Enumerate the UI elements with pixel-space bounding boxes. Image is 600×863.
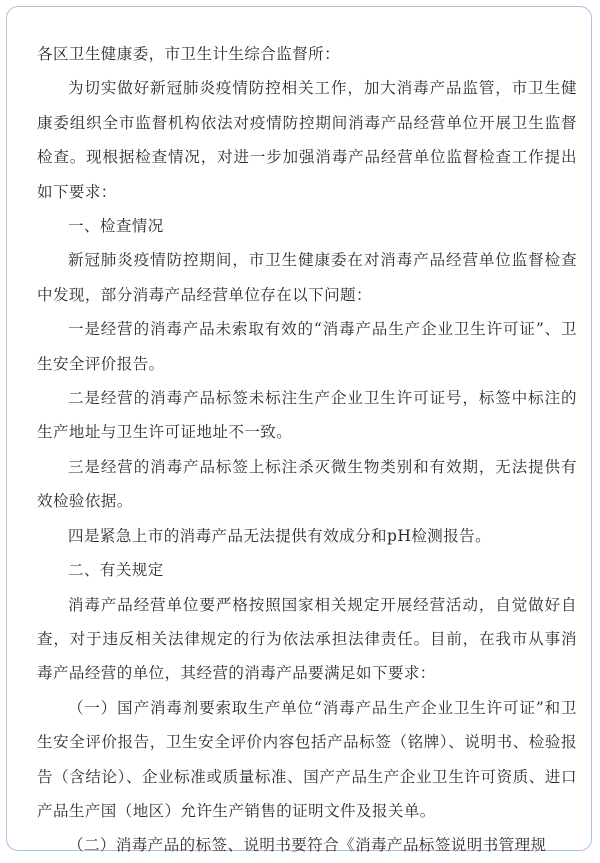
section-heading-inspection: 一、检查情况 bbox=[68, 217, 164, 236]
requirement-item-2: （二）消毒产品的标签、说明书要符合《消毒产品标签说明书管理规 bbox=[68, 836, 547, 855]
issue-item-3: 三是经营的消毒产品标签上标注杀灭微生物类别和有效期，无法提供有效检验依据。 bbox=[37, 457, 577, 511]
section-heading-regulations: 二、有关规定 bbox=[68, 561, 164, 580]
issue-item-1: 一是经营的消毒产品未索取有效的“消毒产品生产企业卫生许可证”、卫生安全评价报告。 bbox=[37, 320, 577, 373]
salutation: 各区卫生健康委，市卫生计生综合监督所： bbox=[37, 45, 341, 63]
issue-item-2: 二是经营的消毒产品标签未标注生产企业卫生许可证号，标签中标注的生产地址与卫生许可证地址不一致。 bbox=[37, 389, 577, 442]
document-body bbox=[37, 37, 577, 863]
document-frame bbox=[6, 6, 592, 855]
section2-lead-paragraph: 消毒产品经营单位要严格按照国家相关规定开展经营活动，自觉做好自查，对于违反相关法律规定的行为依法承担法律责任。目前，在我市从事消毒产品经营的单位，其经营的消毒产品要满足如下要求： bbox=[37, 595, 577, 683]
intro-paragraph: 为切实做好新冠肺炎疫情防控相关工作，加大消毒产品监管，市卫生健康委组织全市监督机构依法对疫情防控期间消毒产品经营单位开展卫生监督检查。现根据检查情况，对进一步加强消毒产品经营单位监督检查工作提出如下要求： bbox=[37, 79, 577, 201]
issue-item-4: 四是紧急上市的消毒产品无法提供有效成分和pH检测报告。 bbox=[68, 526, 492, 545]
section1-lead-paragraph: 新冠肺炎疫情防控期间，市卫生健康委在对消毒产品经营单位监督检查中发现，部分消毒产品经营单位存在以下问题： bbox=[37, 251, 577, 304]
requirement-item-1: （一）国产消毒剂要索取生产单位“消毒产品生产企业卫生许可证”和卫生安全评价报告，卫生安全评价内容包括产品标签（铭牌）、说明书、检验报告（含结论）、企业标准或质量标准、国产产品生产企业卫生许可资质、进口产品生产国（地区）允许生产销售的证明文件及报关单。 bbox=[37, 698, 577, 820]
